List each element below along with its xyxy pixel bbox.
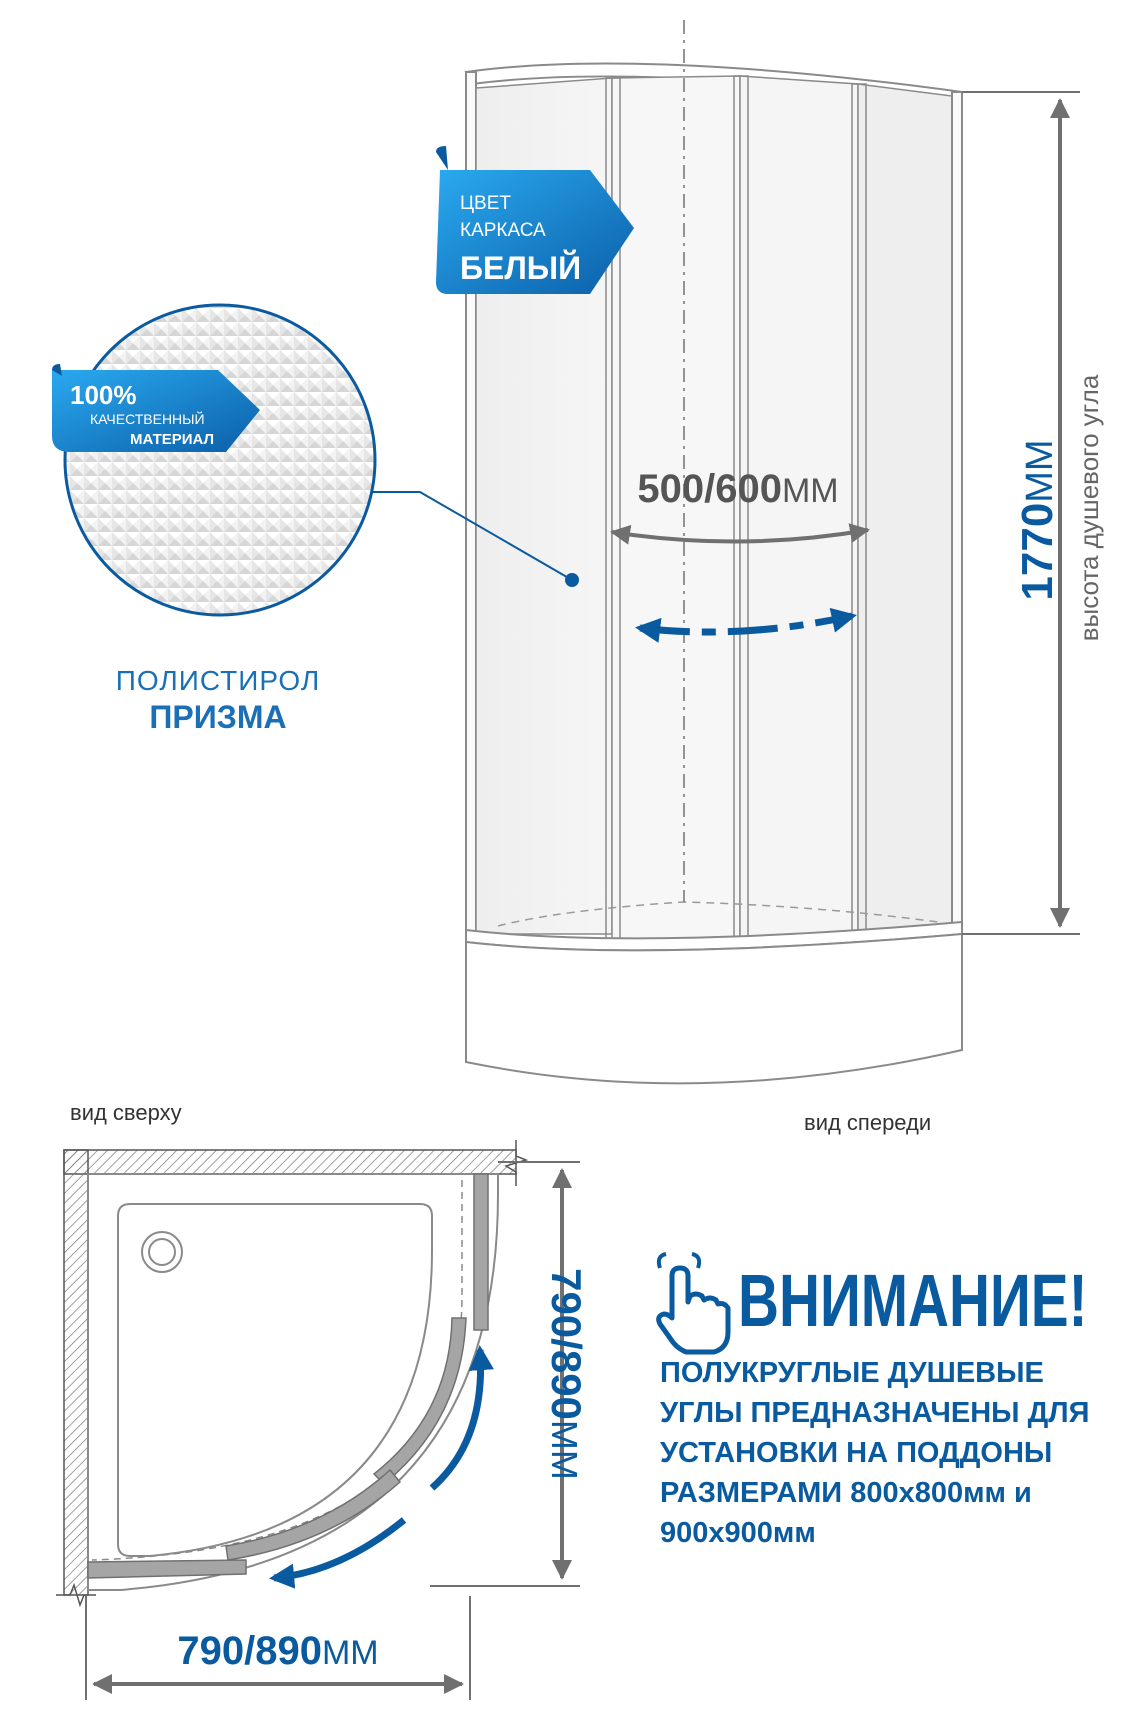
attention-line-3: УСТАНОВКИ НА ПОДДОНЫ (660, 1437, 1053, 1469)
attention-line-5: 900х900мм (660, 1517, 816, 1549)
quality-badge-line1: 100% (70, 380, 137, 410)
attention-title: ВНИМАНИЕ! (737, 1258, 1088, 1342)
svg-text:1770ММ (1013, 439, 1062, 600)
svg-text:790/890ММ (543, 1268, 590, 1480)
frame-badge-line3: БЕЛЫЙ (460, 250, 582, 286)
height-dimension (962, 92, 1104, 934)
shower-tray (466, 934, 962, 1083)
plan-side-unit: ММ (544, 1419, 585, 1480)
plan-fixed-panel-right (474, 1174, 488, 1330)
attention-line-4: РАЗМЕРАМИ 800х800мм и (660, 1477, 1032, 1509)
material-pointer-dot (565, 573, 579, 587)
top-view-plan (56, 1140, 526, 1605)
top-view-caption: вид сверху (70, 1100, 182, 1125)
material-name-line2: ПРИЗМА (149, 699, 287, 735)
height-unit: ММ (1019, 439, 1061, 503)
right-fixed-glass (858, 84, 952, 936)
frame-badge-line2: КАРКАСА (460, 220, 546, 241)
quality-badge-line2: КАЧЕСТВЕННЫЙ (90, 411, 205, 427)
svg-text:790/890ММ (177, 1629, 378, 1673)
height-caption: высота душевого угла (1074, 374, 1104, 642)
plan-bottom-unit: ММ (321, 1634, 379, 1672)
front-view-caption: вид спереди (804, 1110, 932, 1135)
quality-badge-line3: МАТЕРИАЛ (130, 431, 215, 448)
plan-bottom-value: 790/890 (177, 1629, 322, 1673)
door-width-unit: ММ (781, 472, 839, 510)
material-name-line1: ПОЛИСТИРОЛ (115, 665, 321, 696)
back-wall (64, 1150, 516, 1174)
frame-badge-line1: ЦВЕТ (460, 193, 512, 214)
side-wall (64, 1150, 88, 1595)
height-value: 1770 (1013, 502, 1062, 601)
attention-notice (659, 1254, 1090, 1549)
plan-fixed-panel-left (88, 1560, 246, 1578)
door-width-value: 500/600 (637, 467, 782, 511)
plan-bottom-dimension (86, 1596, 470, 1700)
attention-line-2: УГЛЫ ПРЕДНАЗНАЧЕНЫ ДЛЯ (660, 1397, 1090, 1429)
svg-text:500/600ММ (637, 467, 838, 511)
plan-side-value: 790/890 (543, 1268, 590, 1420)
attention-line-1: ПОЛУКРУГЛЫЕ ДУШЕВЫЕ (660, 1357, 1044, 1389)
cabin-right-profile (952, 92, 962, 934)
pointing-hand-icon (659, 1254, 728, 1352)
